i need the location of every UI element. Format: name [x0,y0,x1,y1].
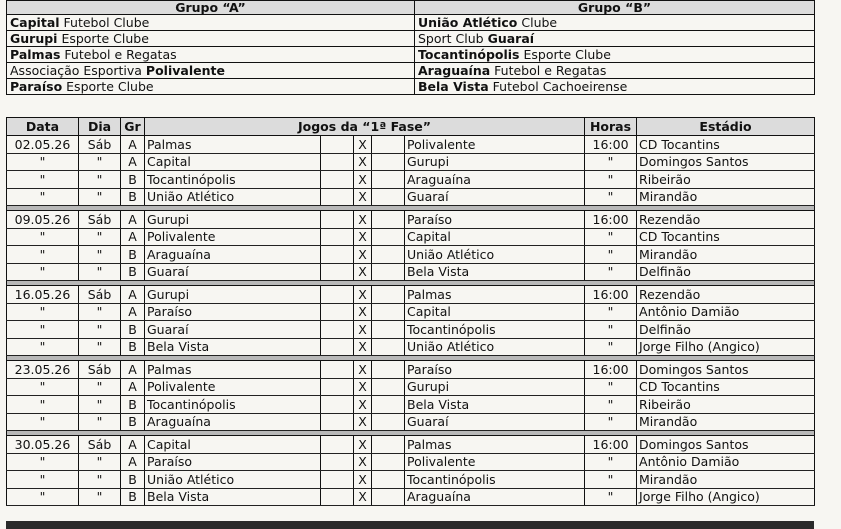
team-name-bold: União Atlético [418,14,518,30]
home-team: Paraíso [145,303,321,321]
team-name-bold: Guaraí [487,30,535,46]
stadium: Ribeirão [637,396,815,414]
spacer [321,263,354,281]
home-team: Capital [145,153,321,171]
home-team: Capital [145,436,321,454]
match-group: A [121,136,145,154]
match-group: B [121,246,145,264]
group-a-header: Grupo “A” [7,1,415,15]
spacer [372,396,405,414]
spacer [321,413,354,431]
match-date: " [7,453,79,471]
spacer [372,263,405,281]
away-team: Capital [405,303,585,321]
team-name-post: Clube [517,14,558,30]
group-b-team [415,15,815,31]
group-row [7,47,815,63]
team-name-bold: Polivalente [145,62,225,78]
spacer [372,188,405,206]
match-row [7,246,815,264]
match-group: B [121,471,145,489]
team-name-bold: Palmas [10,46,61,62]
away-team: Palmas [405,286,585,304]
group-row [7,63,815,79]
match-row [7,171,815,189]
match-date: " [7,413,79,431]
spacer [321,436,354,454]
match-group: B [121,321,145,339]
spacer [372,211,405,229]
spacer [321,303,354,321]
stadium: Domingos Santos [637,361,815,379]
home-team: Gurupi [145,211,321,229]
team-name-post: Esporte Clube [62,78,154,94]
match-time: " [585,378,637,396]
versus-mark: X [354,321,372,339]
versus-mark: X [354,413,372,431]
versus-mark: X [354,136,372,154]
match-time: 16:00 [585,211,637,229]
match-day: " [79,171,121,189]
team-name-pre: Sport Club [418,30,488,46]
match-date: 30.05.26 [7,436,79,454]
team-name-post: Futebol e Regatas [490,62,607,78]
stadium: CD Tocantins [637,228,815,246]
match-group: A [121,436,145,454]
group-b-team [415,79,815,95]
match-row [7,396,815,414]
match-group: A [121,303,145,321]
stadium: Antônio Damião [637,453,815,471]
match-row [7,471,815,489]
match-date: 23.05.26 [7,361,79,379]
stadium: CD Tocantins [637,136,815,154]
match-date: " [7,303,79,321]
spacer [321,136,354,154]
match-day: Sáb [79,286,121,304]
match-time: " [585,263,637,281]
away-team: Gurupi [405,378,585,396]
match-day: Sáb [79,361,121,379]
away-team: Guaraí [405,188,585,206]
group-row [7,79,815,95]
spacer [321,228,354,246]
match-group: A [121,286,145,304]
match-date: " [7,228,79,246]
match-date: " [7,338,79,356]
spacer [372,413,405,431]
match-time: " [585,153,637,171]
match-time: " [585,188,637,206]
spacer [321,153,354,171]
away-team: Araguaína [405,488,585,506]
match-day: Sáb [79,136,121,154]
home-team: Polivalente [145,378,321,396]
away-team: Polivalente [405,136,585,154]
group-a-team [7,15,415,31]
stadium: Domingos Santos [637,436,815,454]
stadium: Mirandão [637,471,815,489]
versus-mark: X [354,471,372,489]
spacer [321,188,354,206]
match-day: " [79,228,121,246]
match-day: Sáb [79,211,121,229]
group-b-team [415,31,815,47]
away-team: Polivalente [405,453,585,471]
match-row [7,286,815,304]
match-date: " [7,246,79,264]
versus-mark: X [354,303,372,321]
away-team: União Atlético [405,246,585,264]
match-time: 16:00 [585,436,637,454]
match-date: " [7,396,79,414]
match-day: " [79,396,121,414]
match-group: B [121,396,145,414]
spacer [372,488,405,506]
team-name-bold: Capital [10,14,60,30]
home-team: Palmas [145,361,321,379]
versus-mark: X [354,246,372,264]
away-team: Bela Vista [405,263,585,281]
match-row [7,436,815,454]
team-name-post: Futebol Clube [59,14,150,30]
spacer [372,136,405,154]
match-row [7,453,815,471]
match-day: " [79,263,121,281]
col-group-header: Gr [121,118,145,136]
spacer [321,378,354,396]
match-time: " [585,488,637,506]
spacer [321,246,354,264]
match-group: A [121,378,145,396]
spacer [321,471,354,489]
team-name-bold: Tocantinópolis [418,46,520,62]
spacer [372,453,405,471]
team-name-bold: Gurupi [10,30,58,46]
match-time: " [585,338,637,356]
versus-mark: X [354,338,372,356]
col-date-header: Data [7,118,79,136]
stadium: Mirandão [637,246,815,264]
home-team: Guaraí [145,321,321,339]
home-team: Araguaína [145,246,321,264]
home-team: Paraíso [145,453,321,471]
spacer [321,488,354,506]
match-group: A [121,211,145,229]
group-a-team [7,63,415,79]
versus-mark: X [354,153,372,171]
spacer [372,246,405,264]
versus-mark: X [354,453,372,471]
match-group: A [121,153,145,171]
versus-mark: X [354,396,372,414]
match-date: 02.05.26 [7,136,79,154]
versus-mark: X [354,228,372,246]
match-row [7,361,815,379]
home-team: Tocantinópolis [145,396,321,414]
home-team: Palmas [145,136,321,154]
match-row [7,211,815,229]
versus-mark: X [354,171,372,189]
versus-mark: X [354,188,372,206]
versus-mark: X [354,263,372,281]
spacer [321,321,354,339]
match-time: " [585,171,637,189]
group-b-team [415,63,815,79]
spacer [321,171,354,189]
schedule-header-row [7,118,815,136]
group-row [7,15,815,31]
match-day: " [79,188,121,206]
home-team: União Atlético [145,188,321,206]
match-day: " [79,453,121,471]
spacer [321,211,354,229]
stadium: Delfinão [637,263,815,281]
team-name-post: Futebol e Regatas [60,46,177,62]
match-row [7,413,815,431]
away-team: Paraíso [405,361,585,379]
match-row [7,303,815,321]
team-name-post: Esporte Clube [519,46,611,62]
match-day: " [79,246,121,264]
away-team: Tocantinópolis [405,471,585,489]
team-name-bold: Paraíso [10,78,63,94]
match-date: " [7,188,79,206]
home-team: Tocantinópolis [145,171,321,189]
match-time: " [585,396,637,414]
match-day: " [79,303,121,321]
spacer [321,338,354,356]
versus-mark: X [354,361,372,379]
match-day: " [79,338,121,356]
home-team: Gurupi [145,286,321,304]
stadium: Rezendão [637,286,815,304]
match-row [7,136,815,154]
spacer [321,286,354,304]
match-date: " [7,153,79,171]
spacer [372,321,405,339]
spacer [372,153,405,171]
group-b-team [415,47,815,63]
match-group: B [121,413,145,431]
match-row [7,188,815,206]
match-time: " [585,228,637,246]
team-name-post: Futebol Cachoeirense [488,78,628,94]
spacer [321,396,354,414]
versus-mark: X [354,436,372,454]
stadium: Antônio Damião [637,303,815,321]
match-group: A [121,361,145,379]
match-time: " [585,413,637,431]
match-date: " [7,488,79,506]
match-date: 16.05.26 [7,286,79,304]
match-row [7,228,815,246]
groups-table [6,0,815,95]
match-date: " [7,378,79,396]
match-row [7,321,815,339]
match-group: B [121,488,145,506]
spacer [321,453,354,471]
home-team: Polivalente [145,228,321,246]
spacer [372,378,405,396]
match-day: " [79,488,121,506]
col-day-header: Dia [79,118,121,136]
match-row [7,153,815,171]
away-team: Paraíso [405,211,585,229]
home-team: Araguaína [145,413,321,431]
match-group: B [121,188,145,206]
match-date: " [7,471,79,489]
away-team: Tocantinópolis [405,321,585,339]
match-date: " [7,263,79,281]
stadium: Domingos Santos [637,153,815,171]
away-team: Bela Vista [405,396,585,414]
away-team: Gurupi [405,153,585,171]
match-time: " [585,453,637,471]
group-a-team [7,47,415,63]
group-row [7,31,815,47]
match-day: " [79,413,121,431]
match-row [7,338,815,356]
match-time: " [585,471,637,489]
spacer [372,286,405,304]
match-row [7,263,815,281]
stadium: Jorge Filho (Angico) [637,338,815,356]
match-group: A [121,228,145,246]
spacer [372,338,405,356]
col-stadium-header: Estádio [637,118,815,136]
next-table-edge [6,521,814,529]
stadium: Delfinão [637,321,815,339]
stadium: Jorge Filho (Angico) [637,488,815,506]
team-name-bold: Bela Vista [418,78,489,94]
col-games-header: Jogos da “1ª Fase” [145,118,585,136]
spacer [372,361,405,379]
group-a-team [7,79,415,95]
stadium: CD Tocantins [637,378,815,396]
spacer [372,303,405,321]
match-row [7,488,815,506]
spacer [372,228,405,246]
match-time: 16:00 [585,361,637,379]
home-team: União Atlético [145,471,321,489]
stadium: Mirandão [637,188,815,206]
match-group: B [121,263,145,281]
match-day: " [79,321,121,339]
team-name-pre: Associação Esportiva [10,62,146,78]
versus-mark: X [354,286,372,304]
match-time: 16:00 [585,286,637,304]
home-team: Guaraí [145,263,321,281]
away-team: União Atlético [405,338,585,356]
spacer [321,361,354,379]
col-time-header: Horas [585,118,637,136]
team-name-post: Esporte Clube [57,30,149,46]
match-day: " [79,471,121,489]
group-a-team [7,31,415,47]
match-date: 09.05.26 [7,211,79,229]
home-team: Bela Vista [145,338,321,356]
match-time: 16:00 [585,136,637,154]
match-time: " [585,246,637,264]
versus-mark: X [354,211,372,229]
versus-mark: X [354,378,372,396]
stadium: Rezendão [637,211,815,229]
match-row [7,378,815,396]
match-group: B [121,171,145,189]
match-day: " [79,378,121,396]
stadium: Mirandão [637,413,815,431]
away-team: Araguaína [405,171,585,189]
match-time: " [585,321,637,339]
match-time: " [585,303,637,321]
schedule-table [6,117,815,506]
spacer [372,436,405,454]
spacer [372,471,405,489]
away-team: Guaraí [405,413,585,431]
match-group: A [121,453,145,471]
match-day: Sáb [79,436,121,454]
away-team: Palmas [405,436,585,454]
match-date: " [7,171,79,189]
group-b-header: Grupo “B” [415,1,815,15]
versus-mark: X [354,488,372,506]
match-group: B [121,338,145,356]
match-day: " [79,153,121,171]
stadium: Ribeirão [637,171,815,189]
match-date: " [7,321,79,339]
away-team: Capital [405,228,585,246]
home-team: Bela Vista [145,488,321,506]
spacer [372,171,405,189]
team-name-bold: Araguaína [418,62,491,78]
